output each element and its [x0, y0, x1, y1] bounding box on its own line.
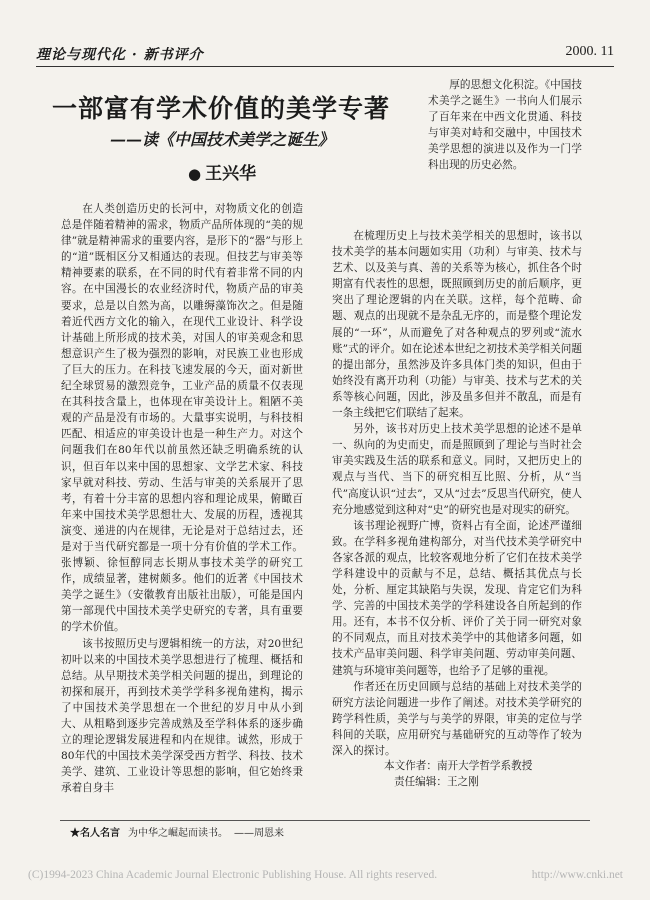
editor-credit: 责任编辑：王之刚 — [394, 776, 479, 788]
body-paragraph: 作者还在历史回顾与总结的基础上对技术美学的研究方法论问题进一步作了阐述。对技术美学研究的跨学科性质，美学与与美学的界限，审美的定位与学科间的关联，应用研究与基础研究的互动等作了较为深入的探讨。 — [332, 680, 582, 757]
running-header — [36, 44, 614, 67]
body-paragraph: 该书按照历史与逻辑相统一的方法，对20世纪初叶以来的中国技术美学思想进行了梳理、概括和总结。从早期技术美学相关问题的提出，到理论的初探和展开，再到技术美学学科多视角建构，揭示了中国技术美学思想在一个世纪的岁月中从小到大、从粗略到逐步完善成熟及至学科体系的逐步确立的理论逻辑发展进程和内在规律。诚然，形成于80年代的中国技术美学深受西方哲学、科技、技术美学、建筑、工业设计等思想的影响，但它始终秉承着自身丰 — [61, 637, 303, 795]
top-right-column — [428, 77, 582, 174]
article-subtitle: ——读《中国技术美学之诞生》 — [110, 130, 335, 149]
issue-number: 2000. 11 — [565, 44, 614, 59]
copyright-notice: (C)1994-2023 China Academic Journal Electronic Publishing House. All rights reserved. — [28, 869, 438, 881]
author-line — [188, 162, 256, 186]
author-affiliation: 本文作者：南开大学哲学系教授 — [384, 760, 533, 772]
top-right-paragraph: 厚的思想文化积淀。《中国技术美学之诞生》一书向人们展示了百年来在中西文化贯通、科技与审美对峙和交融中，中国技术美学思想的演进以及作为一门学科出现的历史必然。 — [428, 79, 582, 172]
body-paragraph: 该书理论视野广博，资料占有全面，论述严谨细致。在学科多视角建构部分，对当代技术美学研究中各家各派的观点，比较客观地分析了它们在技术美学学科建设中的贡献与不足，总结、概括其优点与长处，分析、厘定其缺陷与失误，发现、肯定它们为科学、完善的中国技术美学的学科建设各自所起到的作用。还有，本书不仅分析、评价了关于同一研究对象的不同观点，而且对技术美学中的其他诸多问题，如技术产品审美问题、科学审美问题、劳动审美问题、建筑与环境审美问题等，也给予了足够的重视。 — [332, 519, 582, 677]
famous-quote — [70, 824, 284, 839]
quote-label: ★名人名言 — [70, 828, 120, 839]
article-title: 一部富有学术价值的美学专著 — [52, 94, 391, 123]
body-paragraph: 在人类创造历史的长河中，对物质文化的创造总是伴随着精神的需求，物质产品所体现的“美的规律”就是精神需求的重要内容，是形下的“器”与形上的“道”既相区分又相通达的表现。但技艺与审美等精神要素的联系，在不同的时代有着非常不同的内容。在中国漫长的农业经济时代，物质产品的审美要求，总是以自然为高，以雕缛藻饰次之。但是随着近代西方文化的输入，在现代工业设计、科学设计基础上所形成的技术美，对国人的审美观念和思想意识产生了极为强烈的影响，对民族工业也形成了巨大的压力。在科技飞速发展的今天，面对新世纪全球贸易的激烈竞争，工业产品的质量不仅表现在其科技含量上，也体现在审美设计上。粗陋不美观的产品是没有市场的。大量事实说明，与科技相匹配、相适应的审美设计也是一种生产力。对这个问题我们在80年代以前虽然还缺乏明确系统的认识，但百年以来中国的思想家、文学艺术家、科技家早就对科技、劳动、生活与审美的关系展开了思考，有着十分丰富的思想内容和理论成果，俯瞰百年来中国技术美学思想壮大、发展的历程，透视其演变、递进的内在规律，无论是对于总结过去，还是对于当代研究都是一项十分有价值的学术工作。张博颖、徐恒醇同志长期从事技术美学的研究工作，成绩显著，建树颇多。他们的近著《中国技术美学之诞生》（安徽教育出版社出版），可能是国内第一部现代中国技术美学史研究的专著，具有重要的学术价值。 — [61, 203, 303, 634]
body-paragraph: 另外，该书对历史上技术美学思想的论述不是单一、纵向的为史而史，而是照顾到了理论与当时社会审美实践及生活的联系和意义。同时，又把历史上的观点与当代、当下的研究相互比照、分析，从“当代”高度认识“过去”，又从“过去”反思当代研究，使人充分地感觉到这种对“史”的研究也是对现实的研究。 — [332, 423, 582, 516]
body-paragraph: 在梳理历史上与技术美学相关的思想时，该书以技术美学的基本问题如实用（功利）与审美、技术与艺术、以及美与真、善的关系等为核心，抓住各个时期富有代表性的思想，既照顾到历史的前后顺序，更突出了理论逻辑的内在关联。这样，每个范畴、命题、观点的出现就不是杂乱无序的，而是整个理论发展的“一环”，从而避免了对各种观点的罗列或“流水账”式的评介。如在论述本世纪之初技术美学相关问题的提出部分，虽然涉及许多具体门类的知识，但由于始终没有离开功利（功能）与审美、技术与艺术的关系等核心问题，因此，涉及虽多但并不散乱，而是有一条主线把它们联结了起来。 — [332, 230, 582, 420]
quote-divider — [60, 820, 590, 821]
quote-attribution: ——周恩来 — [234, 828, 284, 839]
quote-text: 为中华之崛起而读书。 — [128, 828, 228, 839]
byline — [384, 758, 532, 790]
journal-name: 理论与现代化 · 新书评介 — [36, 47, 204, 63]
author-name: 王兴华 — [205, 164, 257, 184]
website-link[interactable]: http://www.cnki.net — [531, 869, 623, 881]
right-column — [332, 228, 582, 759]
bullet-icon: ● — [188, 165, 202, 183]
left-column — [61, 201, 303, 796]
